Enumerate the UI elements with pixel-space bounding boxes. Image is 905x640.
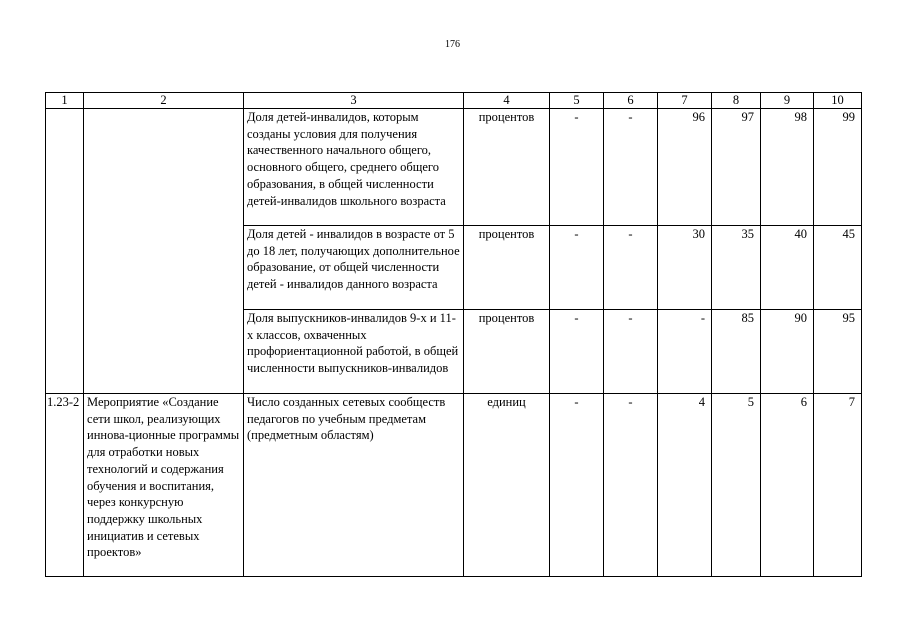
header-cell: 10 — [814, 93, 862, 109]
cell-value: - — [550, 394, 604, 577]
cell-value: 97 — [712, 109, 761, 226]
cell-value: 90 — [761, 310, 814, 394]
header-cell: 2 — [84, 93, 244, 109]
cell-indicator: Число созданных сетевых сообществ педагогов по учебным предметам (предметным областям) — [244, 394, 464, 577]
cell-value: 40 — [761, 226, 814, 310]
cell-value: 99 — [814, 109, 862, 226]
data-table — [45, 92, 862, 577]
cell-value: - — [604, 226, 658, 310]
table-row — [46, 226, 862, 310]
cell-value: 45 — [814, 226, 862, 310]
table-row — [46, 109, 862, 226]
cell-event — [84, 109, 244, 226]
cell-event — [84, 226, 244, 310]
cell-value: 30 — [658, 226, 712, 310]
table-row — [46, 394, 862, 577]
header-cell: 1 — [46, 93, 84, 109]
header-cell: 8 — [712, 93, 761, 109]
cell-value: - — [550, 310, 604, 394]
cell-value: - — [658, 310, 712, 394]
cell-indicator: Доля детей-инвалидов, которым созданы условия для получения качественного начального общего, основного общего, среднего общего образования, в общей численности детей-инвалидов школьного возраста — [244, 109, 464, 226]
header-cell: 6 — [604, 93, 658, 109]
cell-value: 4 — [658, 394, 712, 577]
cell-value: - — [550, 109, 604, 226]
header-cell: 5 — [550, 93, 604, 109]
cell-value: 98 — [761, 109, 814, 226]
cell-value: 85 — [712, 310, 761, 394]
table-header-row — [46, 93, 862, 109]
header-cell: 7 — [658, 93, 712, 109]
cell-event — [84, 310, 244, 394]
cell-unit: единиц — [464, 394, 550, 577]
cell-value: 6 — [761, 394, 814, 577]
page-number: 176 — [445, 39, 460, 50]
cell-value: - — [604, 310, 658, 394]
cell-unit: процентов — [464, 109, 550, 226]
cell-indicator: Доля выпускников-инвалидов 9-х и 11-х классов, охваченных профориентационной работой, в общей численности выпускников-инвалидов — [244, 310, 464, 394]
cell-value: 95 — [814, 310, 862, 394]
cell-number: 1.23-2 — [46, 394, 84, 577]
header-cell: 9 — [761, 93, 814, 109]
cell-value: - — [550, 226, 604, 310]
table-row — [46, 310, 862, 394]
cell-value: - — [604, 109, 658, 226]
cell-value: - — [604, 394, 658, 577]
cell-value: 96 — [658, 109, 712, 226]
cell-unit: процентов — [464, 226, 550, 310]
cell-indicator: Доля детей - инвалидов в возрасте от 5 до 18 лет, получающих дополнительное образование, от общей численности детей - инвалидов данного возраста — [244, 226, 464, 310]
cell-event: Мероприятие «Создание сети школ, реализующих иннова-ционные программы для отработки новых технологий и содержания обучения и воспитания, через конкурсную поддержку школьных инициатив и сетевых проектов» — [84, 394, 244, 577]
header-cell: 4 — [464, 93, 550, 109]
header-cell: 3 — [244, 93, 464, 109]
cell-number — [46, 226, 84, 310]
cell-unit: процентов — [464, 310, 550, 394]
cell-value: 7 — [814, 394, 862, 577]
cell-value: 5 — [712, 394, 761, 577]
cell-number — [46, 109, 84, 226]
cell-value: 35 — [712, 226, 761, 310]
cell-number — [46, 310, 84, 394]
